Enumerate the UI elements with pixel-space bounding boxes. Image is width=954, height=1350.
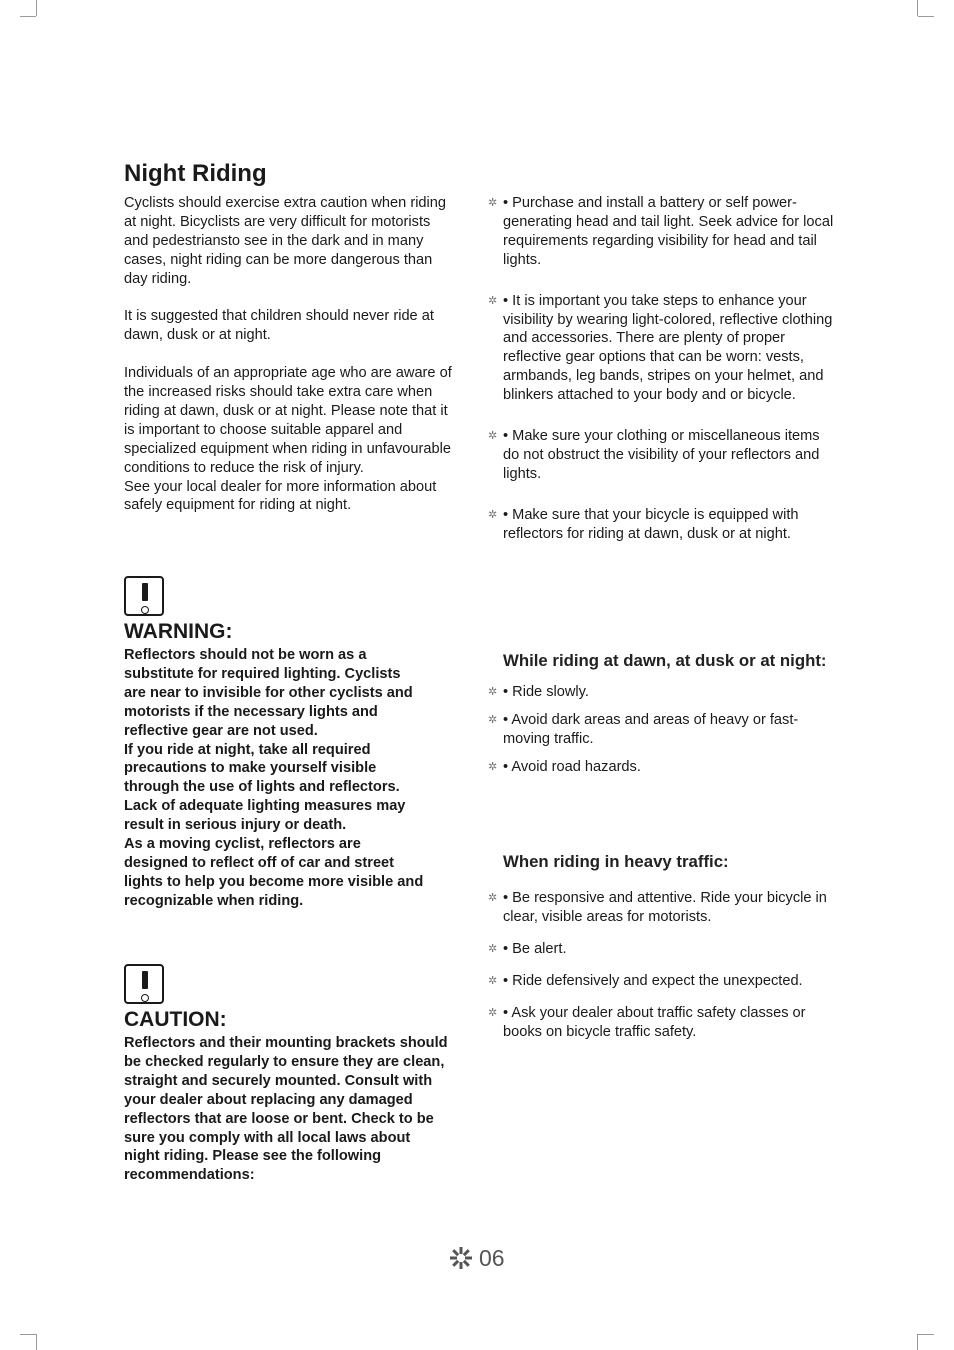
crop-mark — [36, 1334, 37, 1350]
crop-mark — [918, 16, 934, 17]
caution-paragraph: Reflectors and their mounting brackets should be checked regularly to ensure they are clean, straight and securely mounted. Consult with your dealer about replacing any damaged reflectors that are loose or bent. Check to be sure you comply with all local laws about night riding. Please see the following recommendations: — [124, 1035, 448, 1184]
gear-bullet-icon: ✲ — [488, 942, 498, 955]
list-item — [488, 889, 838, 927]
intro-paragraph: See your local dealer for more information about safely equipment for riding at night. — [124, 478, 437, 514]
list-item-text: • It is important you take steps to enhance your visibility by wearing light-colored, reflective clothing and accessories. There are plenty of proper reflective gear options that can be worn: vests, armbands, leg bands, stripes on your helmet, and blinkers attached to your body and or bicycle. — [503, 292, 833, 404]
list-item — [488, 683, 838, 702]
gear-bullet-icon: ✲ — [488, 430, 498, 443]
list-item-text: • Avoid dark areas and areas of heavy or fast-moving traffic. — [503, 711, 799, 747]
list-item — [488, 1004, 823, 1042]
list-item-text: • Make sure that your bicycle is equipped with reflectors for riding at dawn, dusk or at night. — [503, 506, 799, 542]
list-item — [488, 711, 803, 749]
caution-title: CAUTION: — [124, 1008, 227, 1031]
warning-paragraph: As a moving cyclist, reflectors are designed to reflect off of car and street lights to help you become more visible and recognizable when riding. — [124, 836, 424, 909]
list-item-text: • Avoid road hazards. — [503, 758, 641, 775]
recommendation-list — [488, 194, 838, 544]
gear-bullet-icon: ✲ — [488, 197, 498, 209]
crop-mark — [20, 16, 36, 17]
crop-mark — [918, 1334, 934, 1335]
intro-text — [124, 194, 454, 515]
intro-paragraph: Cyclists should exercise extra caution when riding at night. Bicyclists are very difficult for motorists and pedestriansto see in the dark and in many cases, night riding can be more dangerous than day riding. — [124, 195, 447, 287]
list-item-text: • Be responsive and attentive. Ride your bicycle in clear, visible areas for motorists. — [503, 890, 827, 925]
gear-bullet-icon: ✲ — [488, 294, 498, 307]
dawn-list — [488, 683, 838, 777]
crop-mark — [36, 0, 37, 16]
list-item — [488, 194, 838, 270]
crop-mark — [917, 0, 918, 16]
traffic-list — [488, 889, 838, 1041]
list-item-text: • Ask your dealer about traffic safety classes or books on bicycle traffic safety. — [503, 1004, 806, 1040]
list-item-text: • Ride slowly. — [503, 684, 589, 700]
list-item-text: • Make sure your clothing or miscellaneous items do not obstruct the visibility of your reflectors and lights. — [503, 428, 820, 482]
page-footer — [449, 1242, 505, 1274]
list-item-text: • Be alert. — [503, 940, 567, 957]
crop-mark — [20, 1334, 36, 1335]
list-item-text: • Purchase and install a battery or self power-generating head and tail light. Seek advice for local requirements regarding visibility for head and tail lights. — [503, 195, 834, 268]
list-item — [488, 940, 838, 959]
gear-bullet-icon: ✲ — [488, 713, 498, 726]
list-item — [488, 427, 838, 484]
exclamation-icon — [124, 964, 164, 1004]
gear-bullet-icon: ✲ — [488, 760, 498, 773]
caution-text — [124, 1034, 449, 1185]
warning-text — [124, 646, 424, 911]
page-number: 06 — [479, 1244, 505, 1271]
crop-mark — [917, 1334, 918, 1350]
gear-bullet-icon: ✲ — [488, 974, 498, 987]
exclamation-icon — [124, 576, 164, 616]
page-title: Night Riding — [124, 160, 267, 187]
gear-bullet-icon: ✲ — [488, 508, 498, 521]
dawn-heading: While riding at dawn, at dusk or at night: — [503, 651, 827, 670]
warning-title: WARNING: — [124, 620, 233, 643]
list-item — [488, 292, 838, 405]
intro-paragraph: Individuals of an appropriate age who are aware of the increased risks should take extra care when riding at dawn, dusk or at night. Please note that it is important to choose suitable apparel and specialized equipment when riding in unfavourable conditions to reduce the risk of injury. — [124, 365, 452, 476]
gear-bullet-icon: ✲ — [488, 686, 498, 698]
gear-logo-icon — [449, 1246, 473, 1270]
list-item — [488, 758, 838, 777]
list-item-text: • Ride defensively and expect the unexpected. — [503, 972, 803, 989]
list-item — [488, 972, 838, 991]
warning-paragraph: Reflectors should not be worn as a substitute for required lighting. Cyclists are near to invisible for other cyclists and motorists if the necessary lights and reflective gear are not used. — [124, 647, 413, 739]
traffic-heading: When riding in heavy traffic: — [503, 852, 729, 871]
gear-bullet-icon: ✲ — [488, 1006, 498, 1019]
gear-bullet-icon: ✲ — [488, 892, 498, 904]
intro-paragraph: It is suggested that children should never ride at dawn, dusk or at night. — [124, 308, 434, 344]
list-item — [488, 506, 838, 544]
warning-paragraph: If you ride at night, take all required precautions to make yourself visible through the use of lights and reflectors. Lack of adequate lighting measures may result in serious injury or death. — [124, 741, 406, 834]
